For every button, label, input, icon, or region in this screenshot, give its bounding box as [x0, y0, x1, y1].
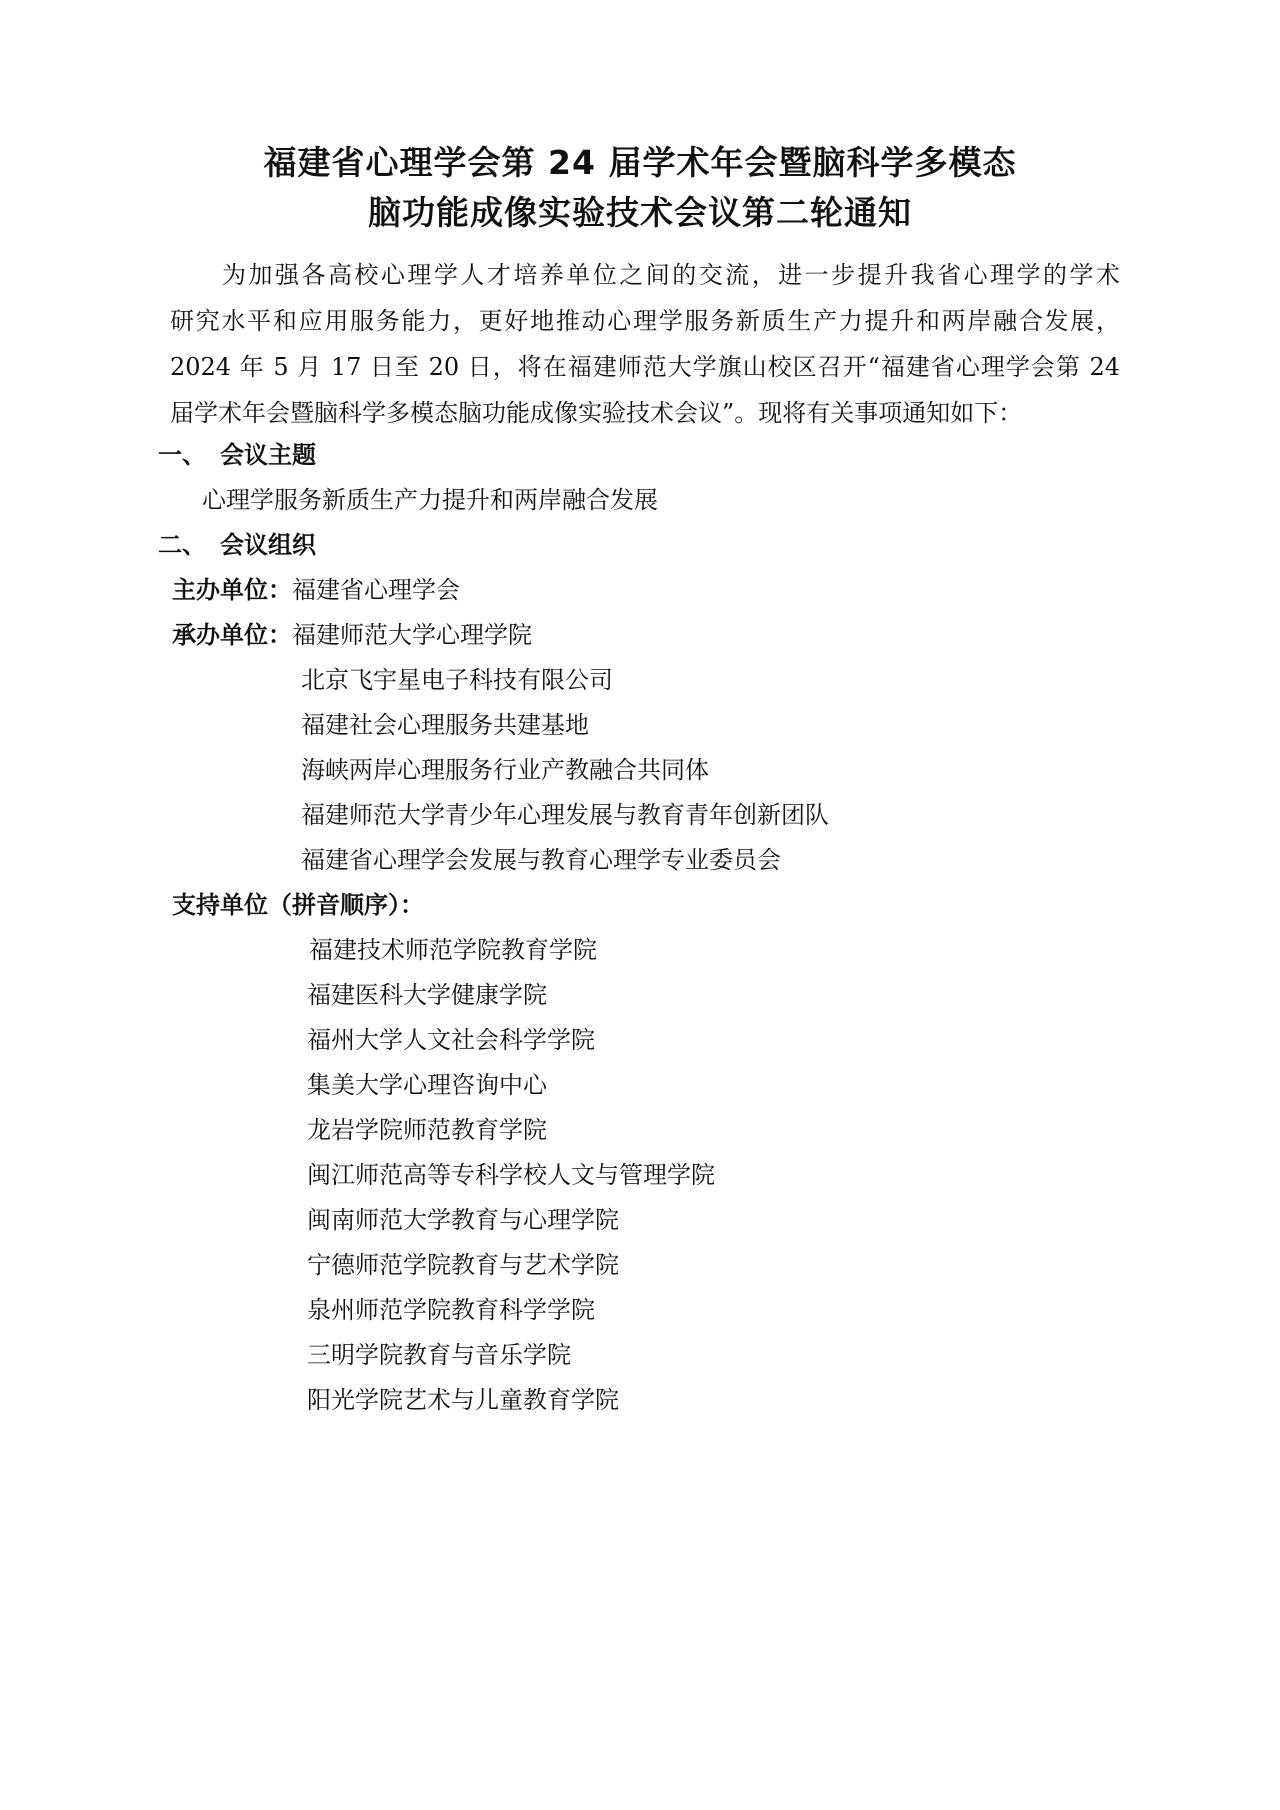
supporter-item: 闽江师范高等专科学校人文与管理学院 [307, 1161, 715, 1189]
supporter-item: 龙岩学院师范教育学院 [307, 1116, 547, 1144]
supporter-item: 福建技术师范学院教育学院 [309, 936, 597, 964]
section1-title: 会议主题 [220, 441, 316, 469]
title-line-2: 脑功能成像实验技术会议第二轮通知 [368, 193, 912, 232]
organizer-item: 北京飞宇星电子科技有限公司 [301, 666, 613, 694]
host-value: 福建省心理学会 [292, 576, 460, 604]
intro-line: 研究水平和应用服务能力，更好地推动心理学服务新质生产力提升和两岸融合发展， [170, 307, 1120, 335]
supporter-item: 闽南师范大学教育与心理学院 [307, 1206, 619, 1234]
section2-title: 会议组织 [220, 531, 316, 559]
section2-heading [158, 528, 316, 562]
host-label: 主办单位： [172, 576, 292, 604]
organizer-label: 承办单位： [172, 621, 292, 649]
title-line-1: 福建省心理学会第 24 届学术年会暨脑科学多模态 [263, 143, 1017, 182]
intro-line: 为加强各高校心理学人才培养单位之间的交流，进一步提升我省心理学的学术 [222, 261, 1120, 289]
section1-number: 一、 [158, 441, 206, 469]
supporter-item: 宁德师范学院教育与艺术学院 [307, 1251, 619, 1279]
section1-heading [158, 438, 316, 472]
host-row [172, 573, 460, 607]
supporter-item: 福建医科大学健康学院 [307, 981, 547, 1009]
organizer-item: 福建省心理学会发展与教育心理学专业委员会 [301, 846, 781, 874]
supporter-item: 福州大学人文社会科学学院 [307, 1026, 595, 1054]
supporter-item: 三明学院教育与音乐学院 [307, 1341, 571, 1369]
supporter-item: 泉州师范学院教育科学学院 [307, 1296, 595, 1324]
supporter-item: 阳光学院艺术与儿童教育学院 [307, 1386, 619, 1414]
supporter-item: 集美大学心理咨询中心 [307, 1071, 547, 1099]
support-label: 支持单位（拼音顺序）： [172, 891, 424, 919]
intro-paragraph [170, 252, 1120, 436]
organizer-item: 海峡两岸心理服务行业产教融合共同体 [301, 756, 709, 784]
section1-content: 心理学服务新质生产力提升和两岸融合发展 [202, 486, 658, 514]
intro-line: 2024 年 5 月 17 日至 20 日，将在福建师范大学旗山校区召开“福建省心理学会第 24 [170, 353, 1120, 381]
organizer-item: 福建社会心理服务共建基地 [301, 711, 589, 739]
organizer-row [172, 618, 532, 652]
section2-number: 二、 [158, 531, 206, 559]
intro-line: 届学术年会暨脑科学多模态脑功能成像实验技术会议”。现将有关事项通知如下： [170, 399, 1023, 427]
organizer-item: 福建师范大学青少年心理发展与教育青年创新团队 [301, 801, 829, 829]
organizer-item: 福建师范大学心理学院 [292, 621, 532, 649]
